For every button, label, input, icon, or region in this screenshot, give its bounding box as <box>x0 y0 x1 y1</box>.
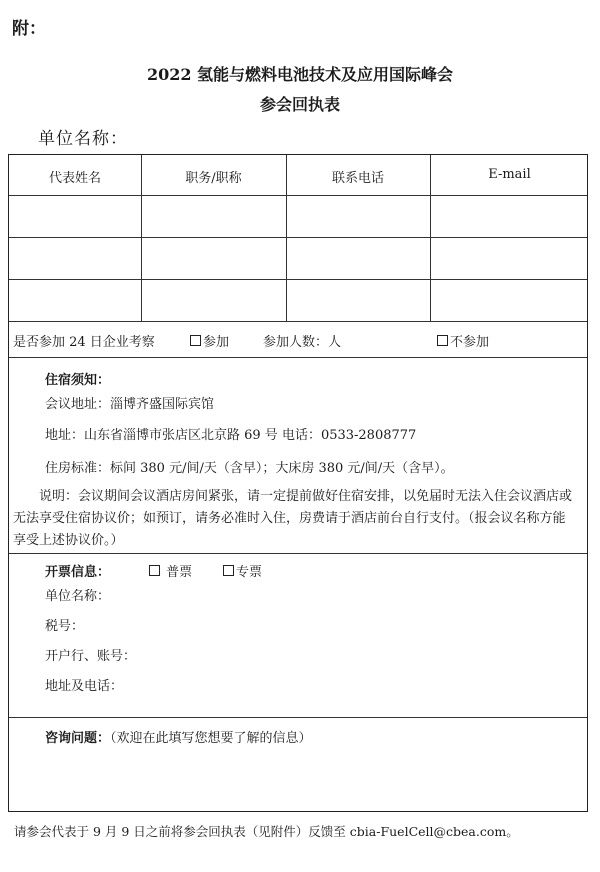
lodging-address: 地址：山东省淄博市张店区北京路 69 号 电话：0533-2808777 <box>45 428 417 443</box>
section-divider <box>9 717 587 718</box>
checkbox-icon[interactable] <box>190 335 201 346</box>
lodging-note: 说明：会议期间会议酒店房间紧张，请一定提前做好住宿安排，以免届时无法入住会议酒店或 <box>39 489 573 504</box>
table-cell[interactable] <box>142 238 285 278</box>
attachment-label: 附： <box>12 19 46 39</box>
visit-decline-option[interactable]: 不参加 <box>437 331 489 350</box>
form-subtitle: 参会回执表 <box>259 95 340 114</box>
footer-instruction: 请参会代表于 9 月 9 日之前将参会回执表（见附件）反馈至 cbia-FuelCell@cbea.com。 <box>14 824 519 839</box>
lodging-note: 享受上述协议价。） <box>13 533 124 548</box>
visit-question: 是否参加 24 日企业考察 <box>13 335 155 350</box>
unit-name-label: 单位名称： <box>38 129 128 149</box>
table-cell[interactable] <box>287 196 429 236</box>
visit-count: 参加人数：人 <box>263 335 342 350</box>
section-divider <box>9 357 587 358</box>
registration-form <box>8 154 588 812</box>
table-cell[interactable] <box>431 196 587 236</box>
table-cell[interactable] <box>142 280 285 320</box>
table-cell[interactable] <box>431 238 587 278</box>
header-email: E-mail <box>488 167 531 182</box>
invoice-field-address-phone[interactable]: 地址及电话： <box>45 679 124 694</box>
inquiry-heading: 咨询问题： <box>45 731 111 746</box>
table-cell[interactable] <box>431 280 587 320</box>
invoice-field-unit[interactable]: 单位名称： <box>45 589 111 604</box>
visit-join-option[interactable]: 参加 <box>190 331 229 350</box>
lodging-note: 无法享受住宿协议价；如预订，请务必准时入住，房费请于酒店前台自行支付。（报会议名称方能 <box>13 511 566 526</box>
table-cell[interactable] <box>9 238 141 278</box>
invoice-field-bank[interactable]: 开户行、账号： <box>45 649 137 664</box>
inquiry-hint: （欢迎在此填写您想要了解的信息） <box>110 731 312 746</box>
form-title: 2022 氢能与燃料电池技术及应用国际峰会 <box>146 65 454 84</box>
lodging-venue: 会议地址：淄博齐盛国际宾馆 <box>45 397 215 412</box>
table-cell[interactable] <box>9 196 141 236</box>
header-phone: 联系电话 <box>331 171 384 186</box>
lodging-rates: 住房标准：标间 380 元/间/天（含早）；大床房 380 元/间/天（含早）。 <box>45 461 454 476</box>
checkbox-icon[interactable] <box>223 565 234 576</box>
section-divider <box>9 553 587 554</box>
header-name: 代表姓名 <box>48 171 101 186</box>
table-cell[interactable] <box>142 196 285 236</box>
invoice-normal-option[interactable]: 普票 <box>149 561 192 580</box>
checkbox-icon[interactable] <box>437 335 448 346</box>
header-title: 职务/职称 <box>185 171 242 186</box>
invoice-heading: 开票信息： <box>45 565 111 580</box>
lodging-heading: 住宿须知： <box>45 373 111 388</box>
inquiry-field[interactable] <box>45 727 312 746</box>
table-cell[interactable] <box>287 280 429 320</box>
row-divider <box>9 321 587 322</box>
table-cell[interactable] <box>9 280 141 320</box>
checkbox-icon[interactable] <box>149 565 160 576</box>
invoice-field-tax-id[interactable]: 税号： <box>45 619 85 634</box>
invoice-special-option[interactable]: 专票 <box>223 561 262 580</box>
table-cell[interactable] <box>287 238 429 278</box>
